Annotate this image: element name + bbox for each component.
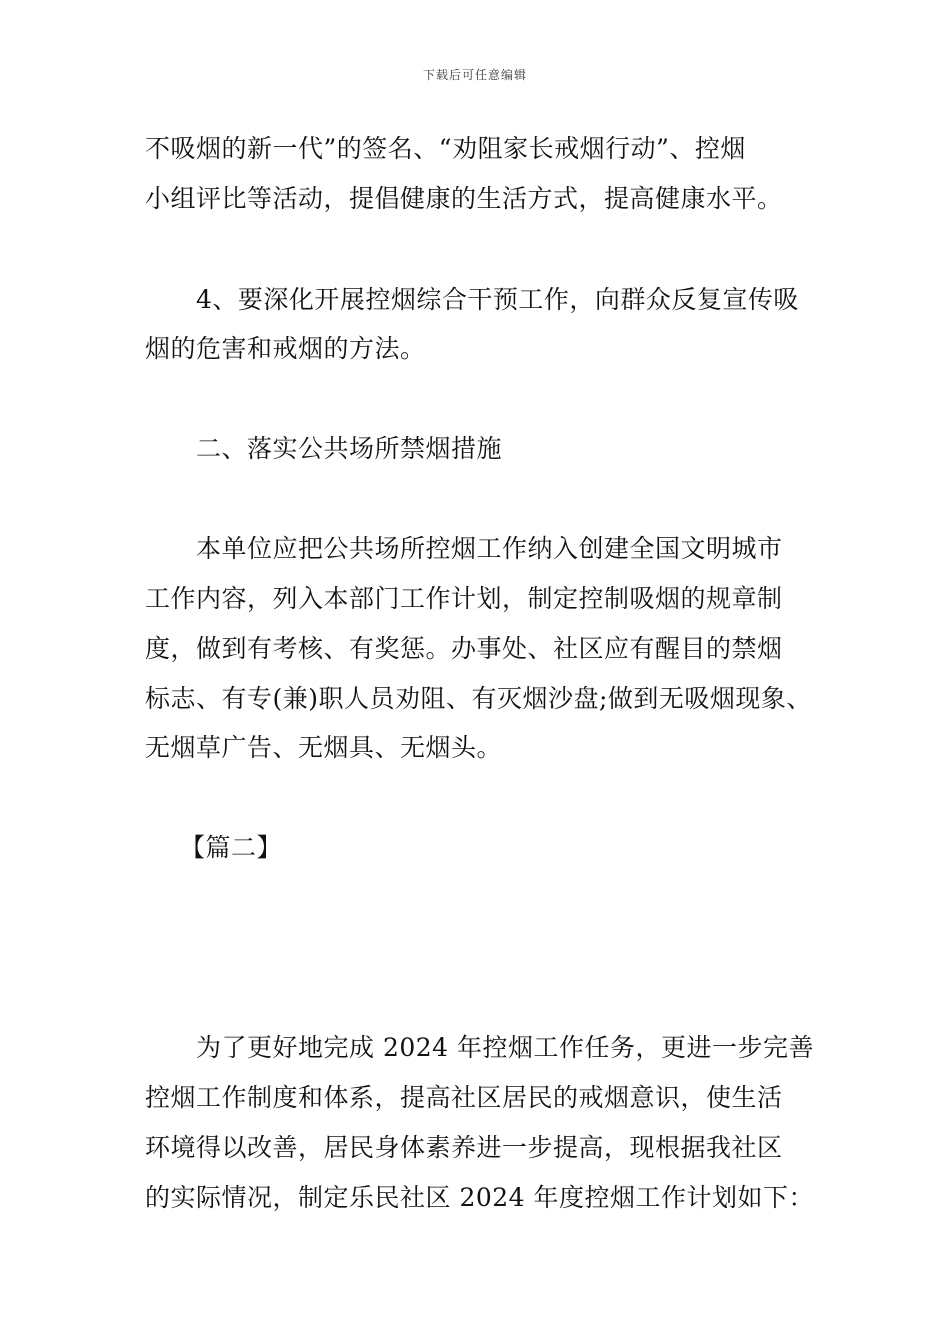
paragraph-1-line-2: 小组评比等活动，提倡健康的生活方式，提高健康水平。: [145, 184, 783, 213]
section-title: 【篇二】: [180, 833, 283, 862]
header-note: 下载后可任意编辑: [422, 68, 527, 82]
paragraph-4-line-2: 控烟工作制度和体系，提高社区居民的戒烟意识，使生活: [145, 1083, 783, 1112]
paragraph-1-line-1: 不吸烟的新一代”的签名、“劝阻家长戒烟行动”、控烟: [145, 134, 746, 163]
paragraph-3-line-5: 无烟草广告、无烟具、无烟头。: [145, 733, 503, 762]
section-heading-2: 二、落实公共场所禁烟措施: [196, 434, 503, 463]
paragraph-3-line-1: 本单位应把公共场所控烟工作纳入创建全国文明城市: [196, 534, 783, 563]
paragraph-2-line-1: 4、要深化开展控烟综合干预工作，向群众反复宣传吸: [196, 285, 799, 314]
paragraph-4-line-3: 环境得以改善，居民身体素养进一步提高，现根据我社区: [145, 1133, 783, 1162]
paragraph-3-line-4: 标志、有专(兼)职人员劝阻、有灭烟沙盘;做到无吸烟现象、: [145, 684, 812, 713]
paragraph-4-line-1: 为了更好地完成 2024 年控烟工作任务，更进一步完善: [196, 1033, 815, 1062]
paragraph-3-line-3: 度，做到有考核、有奖惩。办事处、社区应有醒目的禁烟: [145, 634, 783, 663]
paragraph-3-line-2: 工作内容，列入本部门工作计划，制定控制吸烟的规章制: [145, 584, 783, 613]
paragraph-4-line-4: 的实际情况，制定乐民社区 2024 年度控烟工作计划如下：: [145, 1183, 815, 1212]
paragraph-2-line-2: 烟的危害和戒烟的方法。: [145, 334, 426, 363]
